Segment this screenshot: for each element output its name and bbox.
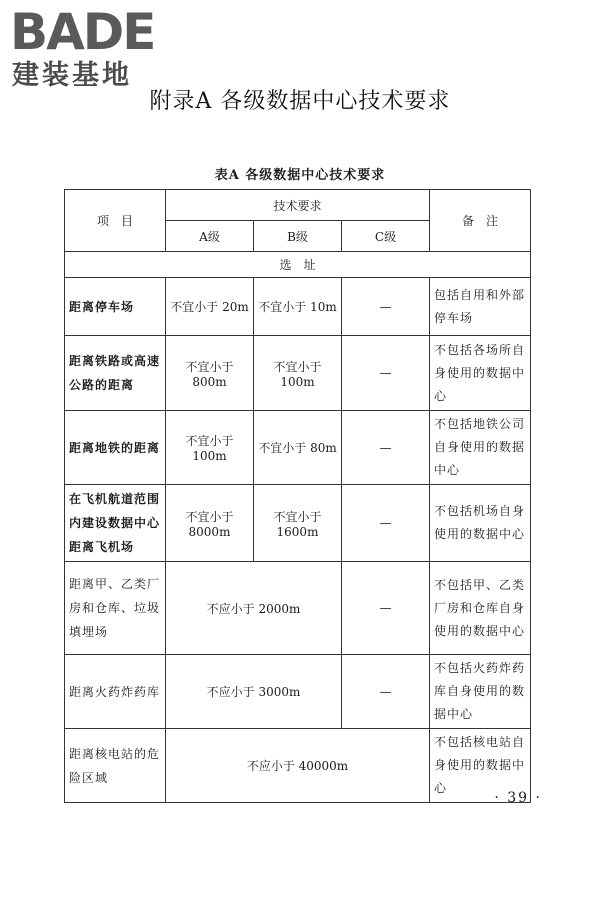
header-grade-c: C级: [342, 221, 430, 252]
table-row: [65, 562, 531, 655]
row-item: 距离地铁的距离: [65, 411, 166, 485]
row-grade-b: 不宜小于 100m: [254, 336, 342, 411]
table-caption: 表A 各级数据中心技术要求: [214, 168, 386, 183]
row-item: 距离火药炸药库: [65, 655, 166, 729]
row-grade-c: —: [342, 336, 430, 411]
row-item: 距离甲、乙类厂房和仓库、垃圾填埋场: [65, 562, 166, 655]
table-row: [65, 411, 531, 485]
table-row: [65, 655, 531, 729]
row-grade-a: 不宜小于 800m: [166, 336, 254, 411]
row-grade-ab: 不应小于 2000m: [166, 562, 342, 655]
row-item: 距离停车场: [65, 278, 166, 336]
header-remark: 备 注: [430, 190, 531, 252]
row-grade-ab: 不应小于 3000m: [166, 655, 342, 729]
row-grade-c: —: [342, 655, 430, 729]
table-row: [65, 729, 531, 803]
row-grade-b: 不宜小于 1600m: [254, 485, 342, 562]
row-remark: 不包括各场所自身使用的数据中心: [430, 336, 531, 411]
row-grade-b: 不宜小于 80m: [254, 411, 342, 485]
table-header-row: [65, 190, 531, 221]
header-item: 项 目: [65, 190, 166, 252]
section-site-selection: 选 址: [65, 252, 531, 278]
row-grade-c: —: [342, 562, 430, 655]
row-grade-a: 不宜小于 100m: [166, 411, 254, 485]
row-item: 距离核电站的危险区域: [65, 729, 166, 803]
header-grade-b: B级: [254, 221, 342, 252]
row-remark: 不包括火药炸药库自身使用的数据中心: [430, 655, 531, 729]
table-row: [65, 485, 531, 562]
row-grade-c: —: [342, 278, 430, 336]
row-remark: 不包括地铁公司自身使用的数据中心: [430, 411, 531, 485]
section-row: [65, 252, 531, 278]
logo-brand-text: BADE: [10, 3, 155, 61]
row-grade-a: 不宜小于 20m: [166, 278, 254, 336]
table-row: [65, 278, 531, 336]
header-tech-requirements: 技术要求: [166, 190, 430, 221]
appendix-title: 附录A 各级数据中心技术要求: [149, 89, 451, 114]
table-row: [65, 336, 531, 411]
row-remark: 不包括核电站自身使用的数据中心: [430, 729, 531, 803]
row-grade-a: 不宜小于 8000m: [166, 485, 254, 562]
row-grade-b: 不宜小于 10m: [254, 278, 342, 336]
bade-logo: [10, 4, 180, 94]
row-remark: 不包括甲、乙类厂房和仓库自身使用的数据中心: [430, 562, 531, 655]
row-remark: 包括自用和外部停车场: [430, 278, 531, 336]
header-grade-a: A级: [166, 221, 254, 252]
logo-subtitle-text: 建装基地: [12, 60, 132, 91]
row-item: 距离铁路或高速公路的距离: [65, 336, 166, 411]
row-grade-c: —: [342, 485, 430, 562]
row-grade-abc: 不应小于 40000m: [166, 729, 430, 803]
row-remark: 不包括机场自身使用的数据中心: [430, 485, 531, 562]
requirements-table: [64, 189, 531, 803]
page-number: · 39 ·: [494, 790, 542, 806]
row-grade-c: —: [342, 411, 430, 485]
row-item: 在飞机航道范围内建设数据中心距离飞机场: [65, 485, 166, 562]
